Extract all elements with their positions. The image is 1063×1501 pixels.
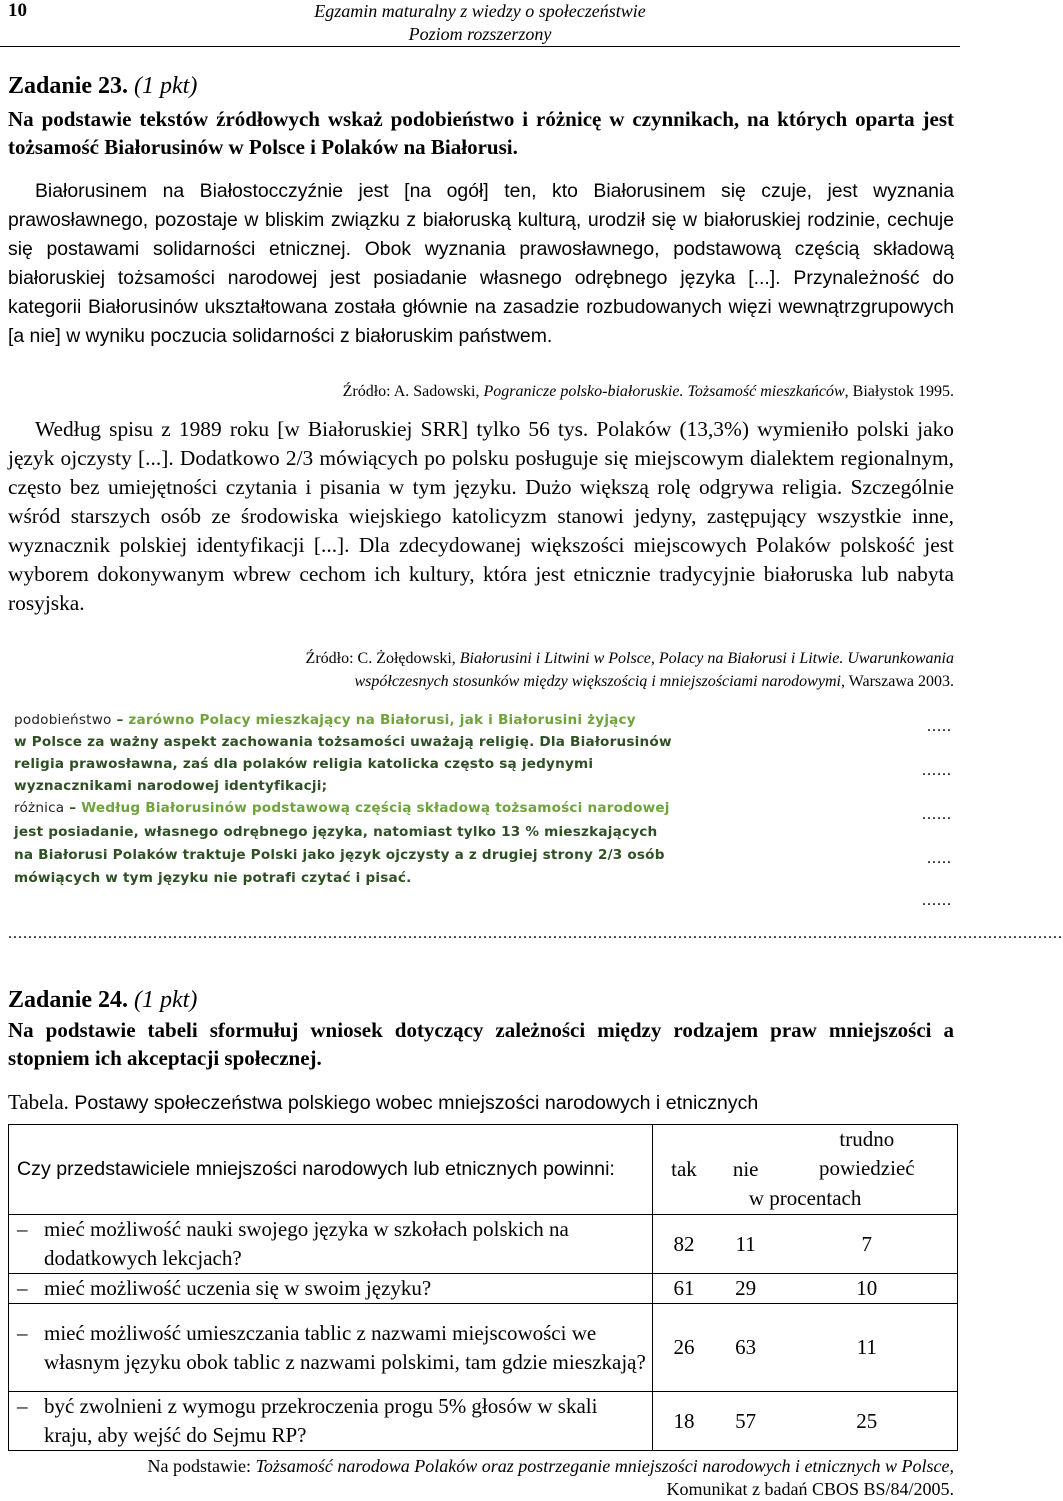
row-3-yes: 26 [653, 1304, 715, 1392]
table-caption-text: Postawy społeczeństwa polskiego wobec mniejszości narodowych i etnicznych [68, 1092, 759, 1114]
table-question-header: Czy przedstawiciele mniejszości narodowych lub etnicznych powinni: [9, 1125, 653, 1215]
row-3-dash: – [17, 1320, 28, 1345]
footnote-prefix: Na podstawie: [147, 1456, 256, 1476]
source-2-cite-suffix: , Warszawa 2003. [840, 673, 954, 690]
row-2-question [9, 1274, 653, 1304]
row-1-yes: 82 [653, 1215, 715, 1274]
header-title-line1: Egzamin maturalny z wiedzy o społeczeństwie [314, 1, 646, 21]
answer-dotted-line: ................................................................................................................................................................................................................... [8, 925, 1063, 942]
row-4-question-text: być zwolnieni z wymogu przekroczenia progu 5% głosów w skali kraju, aby wejść do Sejmu RP? [44, 1394, 598, 1447]
header-divider [0, 46, 960, 47]
table-row [9, 1215, 958, 1274]
row-2-hard: 10 [777, 1274, 958, 1304]
table-header-row [9, 1125, 958, 1184]
task-24-label: Zadanie 24. [8, 987, 129, 1013]
source-2-cite-title-2: współczesnych stosunków między większością i mniejszościami narodowymi [354, 673, 841, 690]
row-4-no: 57 [715, 1392, 777, 1451]
answer-dots-5: ...... [922, 892, 952, 909]
source-1-text: Białorusinem na Białostocczyźnie jest [na ogół] ten, kto Białorusinem się czuje, jest wyznania prawosławnego, pozostaje w bliskim związku z białoruską kulturą, urodził się w białoruskiej rodzinie, cechuje się postawami solidarności etnicznej. Obok wyznania prawosławnego, podstawową częścią składową białoruskiej tożsamości narodowej jest posiadanie własnego odrębnego języka [...]. Przynależność do kategorii Białorusinów ukształtowana została głównie na zasadzie rozbudowanych więzi wewnątrzgrupowych [a nie] w wyniku poczucia solidarności z białoruskim państwem. [8, 180, 954, 347]
source-1-cite-suffix: , Białystok 1995. [844, 383, 954, 400]
source-2-citation [8, 647, 954, 693]
answer-label-difference: różnica [14, 800, 65, 816]
source-2-cite-prefix: Źródło: C. Żołędowski, [305, 650, 460, 667]
task-23-answer-area[interactable] [0, 700, 960, 915]
answer-line-8: mówiących w tym języku nie potrafi czytać i pisać. [14, 870, 412, 886]
table-row [9, 1392, 958, 1451]
col-hard-header-line1: trudno [839, 1127, 895, 1152]
row-2-no: 29 [715, 1274, 777, 1304]
row-4-yes: 18 [653, 1392, 715, 1451]
page-number: 10 [8, 0, 27, 21]
answer-dots-1: ..... [927, 718, 952, 735]
task-23-points: (1 pkt) [134, 73, 198, 99]
task-24-points: (1 pkt) [134, 987, 198, 1013]
source-1-cite-title: Pogranicze polsko-białoruskie. Tożsamość mieszkańców [483, 383, 845, 400]
answer-line-4: wyznacznikami narodowej identyfikacji; [14, 778, 328, 794]
answer-line-6: jest posiadanie, własnego odrębnego języka, natomiast tylko 13 % mieszkających [14, 824, 658, 840]
attitudes-table [8, 1124, 958, 1451]
task-23-command: Na podstawie tekstów źródłowych wskaż podobieństwo i różnicę w czynnikach, na których oparta jest tożsamość Białorusinów w Polsce i Polaków na Białorusi. [8, 107, 954, 159]
row-3-question-text: mieć możliwość umieszczania tablic z nazwami miejscowości we własnym języku obok tablic z nazwami polskimi, tam gdzie mieszkają? [44, 1320, 646, 1374]
row-3-hard: 11 [777, 1304, 958, 1392]
row-2-yes: 61 [653, 1274, 715, 1304]
task-24-command: Na podstawie tabeli sformułuj wniosek dotyczący zależności między rodzajem praw mniejszości a stopniem ich akceptacji społecznej. [8, 1018, 954, 1070]
table-source-footnote [8, 1455, 954, 1501]
row-4-dash: – [17, 1394, 28, 1418]
col-hard-header [777, 1125, 958, 1184]
source-2-text: Według spisu z 1989 roku [w Białoruskiej SRR] tylko 56 tys. Polaków (13,3%) wymieniło polski jako język ojczysty [...]. Dodatkowo 2/3 mówiących po polsku posługuje się miejscowym dialektem regionalnym, często bez umiejętności czytania i pisania w tym języku. Dużo większą rolę odgrywa religia. Szczególnie wśród starszych osób ze środowiska wiejskiego katolicyzm stanowi jedyny, zastępujący wszystkie inne, wyznacznik polskiej identyfikacji [...]. Dla zdecydowanej większości miejscowych Polaków polskość jest wyborem dokonywanym wbrew cechom ich kultury, która jest etnicznie tradycyjnie białoruska lub nabyta rosyjska. [8, 417, 954, 615]
col-hard-header-line2: powiedzieć [818, 1156, 915, 1181]
row-3-no: 63 [715, 1304, 777, 1392]
answer-line-3: religia prawosławna, zaś dla polaków religia katolicka często są jedynymi [14, 756, 594, 772]
answer-line-7: na Białorusi Polaków traktuje Polski jako język ojczysty a z drugiej strony 2/3 osób [14, 847, 665, 863]
answer-dots-4: ..... [927, 850, 952, 867]
footnote-title: Tożsamość narodowa Polaków oraz postrzeganie mniejszości narodowych i etnicznych w Polsce, [255, 1456, 954, 1476]
row-1-dash: – [17, 1217, 28, 1241]
header-title-line2: Poziom rozszerzony [408, 24, 552, 44]
answer-dots-3: ...... [922, 806, 952, 823]
row-2-question-text: mieć możliwość uczenia się w swoim języku? [44, 1276, 432, 1300]
footnote-line2: Komunikat z badań CBOS BS/84/2005. [666, 1479, 954, 1499]
row-1-hard: 7 [777, 1215, 958, 1274]
answer-line-1: podobieństwo – zarówno Polacy mieszkający na Białorusi, jak i Białorusini żyjący [14, 712, 636, 728]
col-yes-header: tak [653, 1125, 715, 1184]
answer-text-1: zarówno Polacy mieszkający na Białorusi, jak i Białorusini żyjący [128, 712, 636, 728]
table-row [9, 1274, 958, 1304]
answer-text-5: Według Białorusinów podstawową częścią składową tożsamości narodowej [81, 800, 670, 816]
answer-line-2: w Polsce za ważny aspekt zachowania tożsamości uważają religię. Dla Białorusinów [14, 734, 672, 750]
row-4-hard: 25 [777, 1392, 958, 1451]
source-2-cite-title-1: Białorusini i Litwini w Polsce, Polacy na Białorusi i Litwie. Uwarunkowania [459, 650, 954, 667]
table-unit: w procentach [653, 1184, 958, 1215]
table-row [9, 1304, 958, 1392]
row-3-question [9, 1304, 653, 1392]
row-1-question [9, 1215, 653, 1274]
table-caption-prefix: Tabela. [8, 1090, 69, 1114]
source-1-cite-prefix: Źródło: A. Sadowski, [342, 383, 484, 400]
task-23-title [8, 72, 197, 100]
row-2-dash: – [17, 1276, 28, 1300]
task-24-title [8, 986, 197, 1014]
row-1-question-text: mieć możliwość nauki swojego języka w szkołach polskich na dodatkowych lekcjach? [44, 1217, 569, 1270]
answer-dots-2: ...... [922, 762, 952, 779]
row-1-no: 11 [715, 1215, 777, 1274]
answer-line-5: różnica – Według Białorusinów podstawową częścią składową tożsamości narodowej [14, 800, 670, 816]
answer-label-similarity: podobieństwo [14, 712, 112, 728]
col-no-header: nie [715, 1125, 777, 1184]
page-header-title [150, 0, 810, 46]
row-4-question [9, 1392, 653, 1451]
source-1-citation [8, 380, 954, 403]
table-caption [8, 1088, 758, 1117]
task-23-label: Zadanie 23. [8, 73, 129, 99]
